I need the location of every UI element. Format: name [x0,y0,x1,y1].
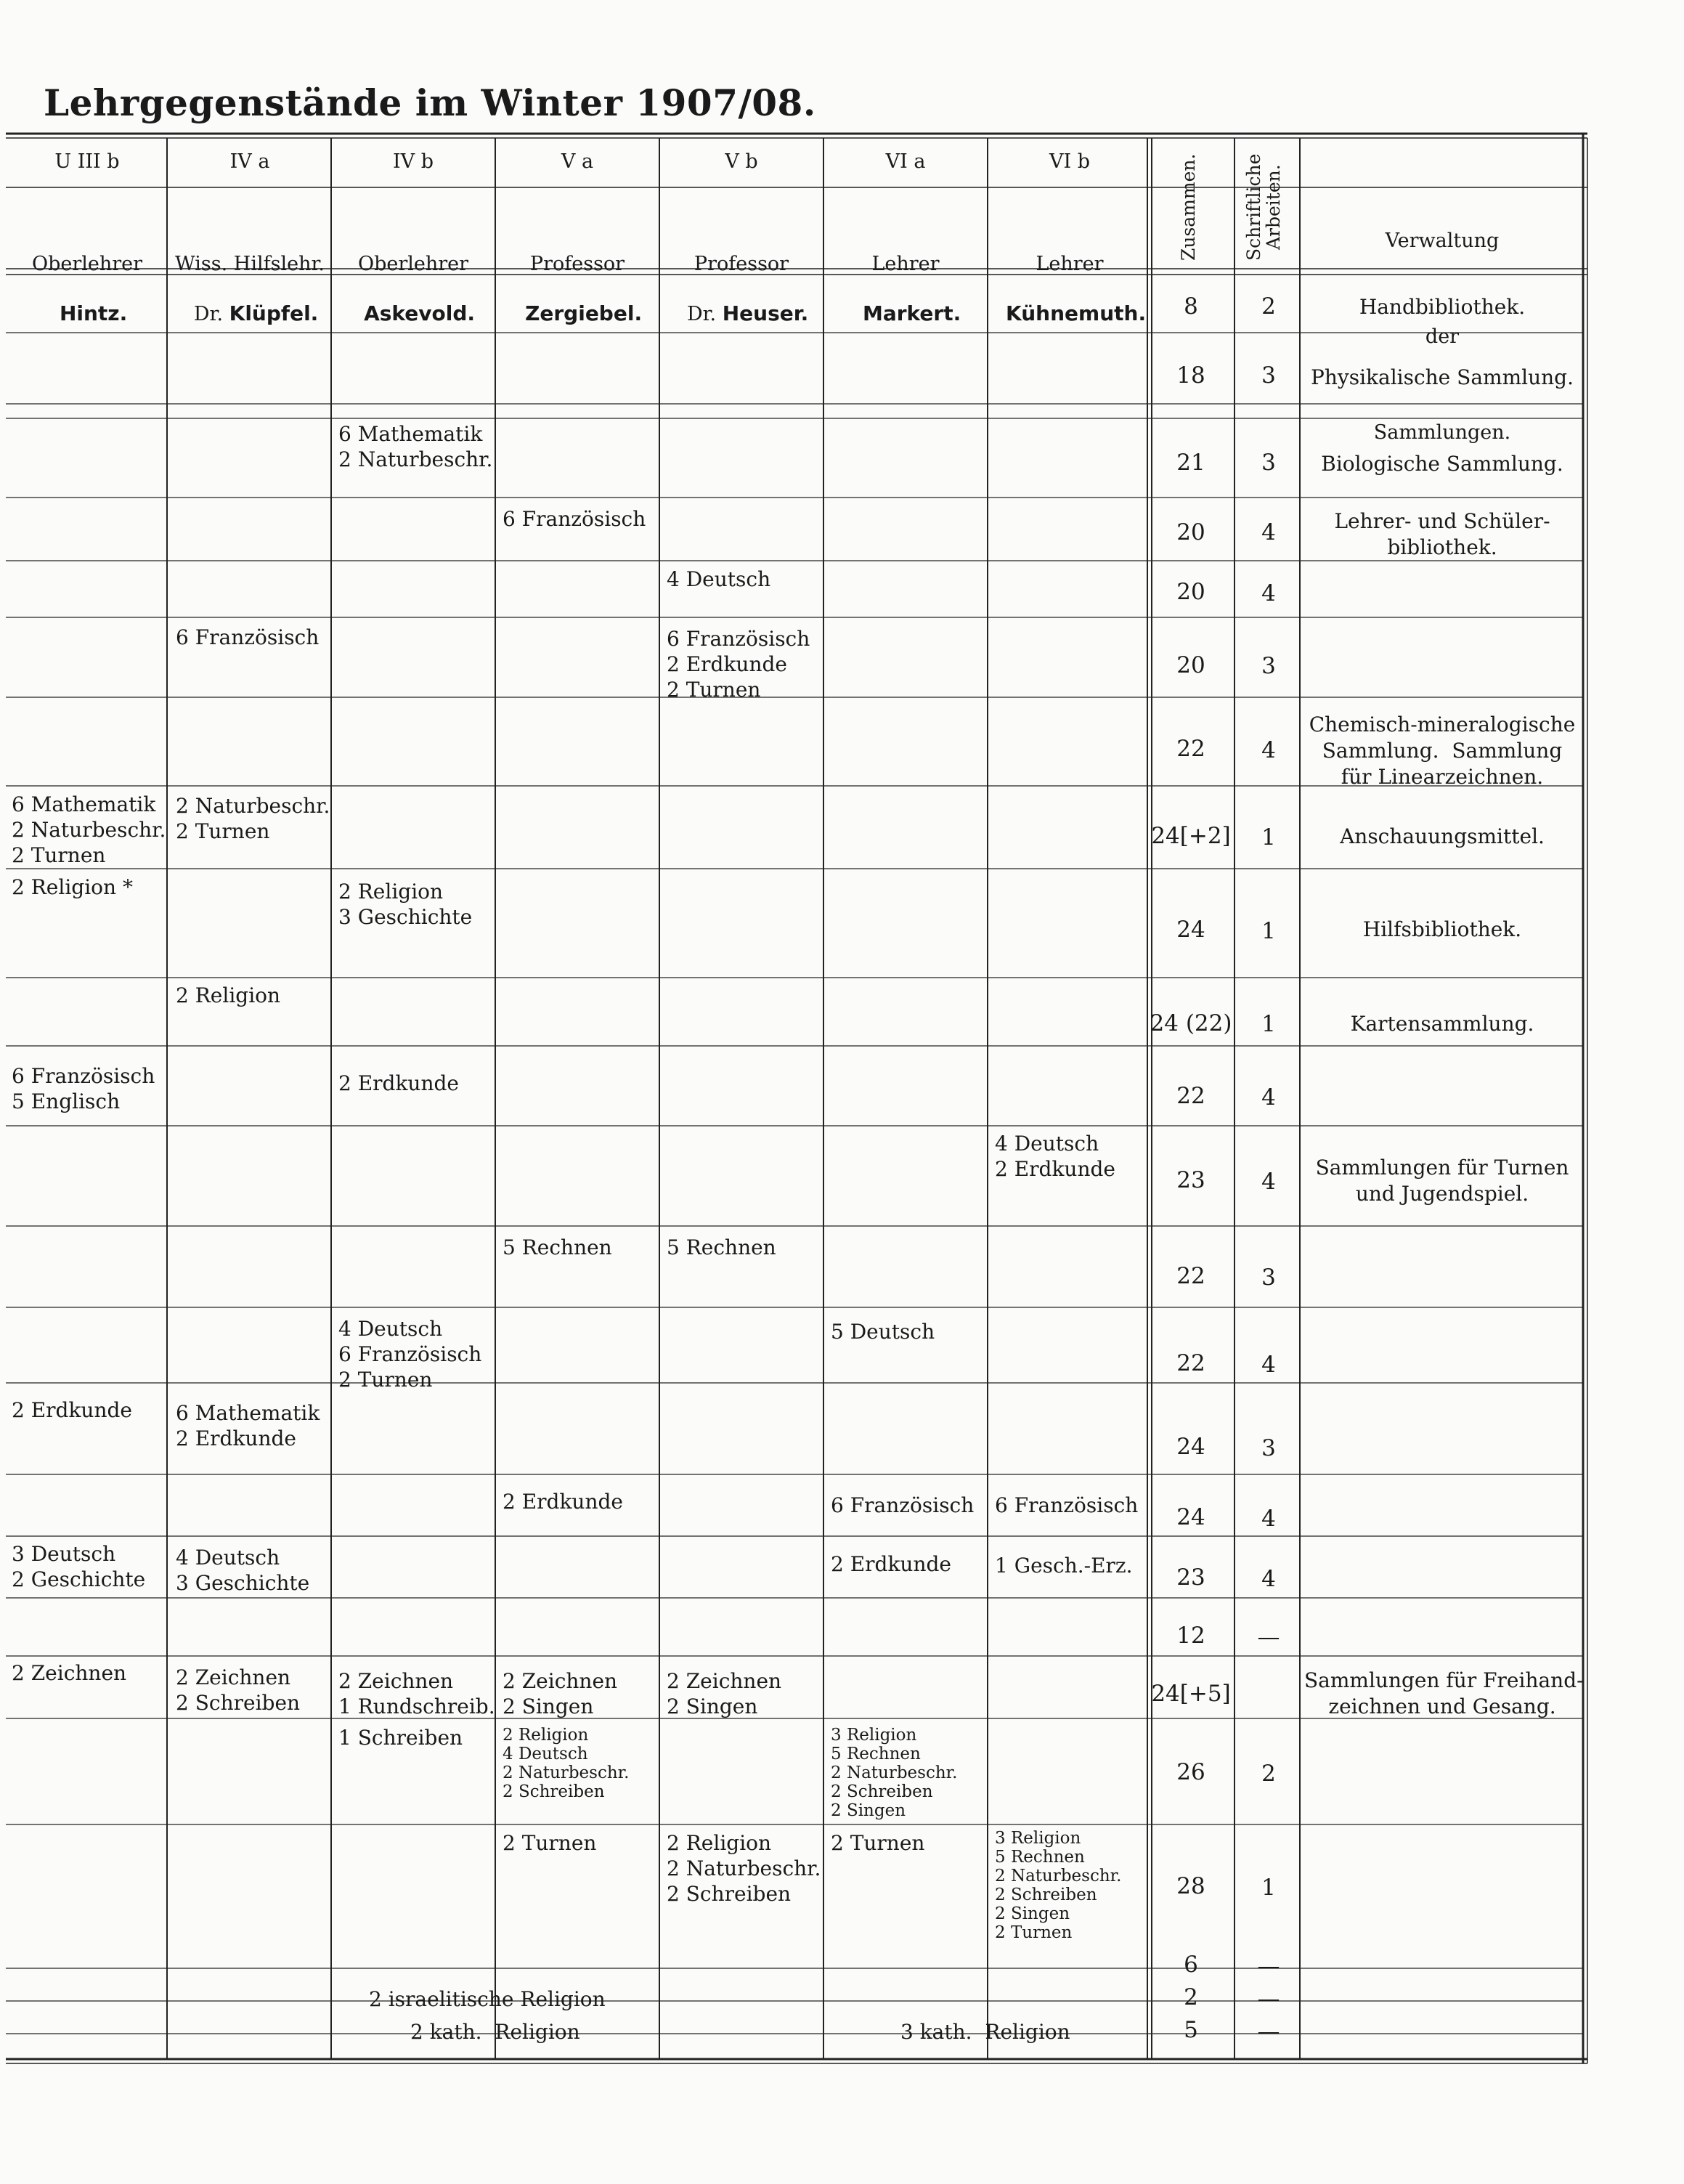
teacher-header: Oberlehrer Hintz. [31,253,143,325]
subject-cell: 2 israelitische Religion [369,1987,606,2011]
subject-cell: 2 Erdkunde [338,1071,459,1095]
teacher-header: Professor Dr. Heuser. [686,253,809,325]
written-value: — [1257,1624,1280,1650]
teacher-header: Lehrer Markert. [862,253,961,325]
subject-cell: 2 Religion 3 Geschichte [338,880,473,929]
subject-cell: 3 Deutsch 2 Geschichte [12,1542,146,1591]
total-value: 23 [1176,1167,1205,1193]
subject-cell: 2 Religion [176,983,281,1007]
written-value: 1 [1261,918,1276,944]
subject-cell: 5 Rechnen [667,1235,776,1259]
total-value: 26 [1176,1759,1205,1785]
class-header: V a [561,150,594,173]
subject-cell: 2 Naturbeschr. 2 Turnen [176,794,330,843]
total-value: 24 [1176,917,1205,943]
total-value: 2 [1184,1984,1198,2010]
subject-cell: 2 Zeichnen 1 Rundschreib. [338,1669,495,1718]
total-value: 24[+2] [1151,823,1231,849]
written-value: 4 [1261,1566,1276,1592]
subject-cell: 6 Französisch 5 Englisch [12,1064,155,1113]
subject-cell: 5 Rechnen [503,1235,612,1259]
subject-cell: 6 Französisch [995,1493,1139,1517]
total-value: 5 [1184,2017,1198,2043]
collection-cell: Sammlungen für Turnen und Jugendspiel. [1315,1156,1569,1206]
total-value: 12 [1176,1623,1205,1649]
total-value: 21 [1176,450,1205,476]
written-column-header: Schriftliche Arbeiten. [1243,153,1284,261]
subject-cell: 2 Religion 2 Naturbeschr. 2 Schreiben [667,1831,821,1906]
teacher-header: Oberlehrer Askevold. [357,253,476,325]
subject-cell: 4 Deutsch 6 Französisch 2 Turnen [338,1317,482,1392]
class-header: V b [725,150,758,173]
collection-cell: Kartensammlung. [1350,1012,1534,1036]
collection-cell: Handbibliothek. [1359,295,1526,319]
class-header: IV a [229,150,270,173]
subject-cell: 3 kath. Religion [900,2020,1070,2044]
collection-cell: Lehrer- und Schüler- bibliothek. [1334,509,1550,559]
written-value: 3 [1261,450,1276,476]
collection-cell: Chemisch-mineralogische Sammlung. Sammlung für Linearzeichnen. [1309,713,1576,789]
written-value: — [1257,1986,1280,2012]
collection-cell: Physikalische Sammlung. [1311,365,1574,389]
written-value: 3 [1261,653,1276,679]
written-value: 4 [1261,737,1276,763]
total-value: 20 [1176,579,1205,605]
class-header: VI b [1049,150,1091,173]
total-value: 22 [1176,1263,1205,1289]
teacher-header: Professor Zergiebel. [525,253,643,325]
subject-cell: 6 Mathematik 2 Naturbeschr. 2 Turnen [12,792,166,867]
total-value: 24 [1176,1434,1205,1460]
total-value: 22 [1176,736,1205,762]
total-value: 6 [1184,1952,1198,1978]
total-value: 18 [1176,362,1205,389]
total-value: 24 [1176,1504,1205,1530]
subject-cell: 1 Schreiben [338,1726,463,1750]
collection-cell: Hilfsbibliothek. [1362,917,1522,941]
total-value: 22 [1176,1350,1205,1376]
page-title: Lehrgegenstände im Winter 1907/08. [44,81,816,124]
subject-cell: 2 Erdkunde [831,1552,951,1576]
subject-cell: 2 Zeichnen [12,1661,127,1685]
admin-column-header: Verwaltung der Sammlungen. [1373,230,1511,444]
collection-cell: Anschauungsmittel. [1340,824,1545,848]
subject-cell: 2 Erdkunde [12,1398,132,1422]
subject-cell: 4 Deutsch 3 Geschichte [176,1546,310,1595]
subject-cell: 6 Mathematik 2 Naturbeschr. [338,422,493,471]
total-value: 22 [1176,1083,1205,1109]
written-value: 4 [1261,1352,1276,1378]
subject-cell: 2 Religion * [12,875,133,899]
written-value: 1 [1261,1875,1276,1901]
class-header: VI a [885,150,926,173]
teacher-header: Lehrer Kühnemuth. [1006,253,1147,325]
total-value: 20 [1176,519,1205,545]
written-value: 3 [1261,362,1276,389]
subject-cell: 6 Französisch 2 Erdkunde 2 Turnen [667,627,810,702]
subject-cell: 2 kath. Religion [410,2020,580,2044]
subject-cell: 2 Turnen [831,1831,925,1855]
written-value: 4 [1261,1084,1276,1111]
total-value: 23 [1176,1564,1205,1591]
total-value: 20 [1176,652,1205,678]
subject-cell: 3 Religion 5 Rechnen 2 Naturbeschr. 2 Schreiben 2 Singen [831,1726,958,1820]
written-value: 1 [1261,824,1276,851]
subject-cell: 6 Französisch [503,507,646,531]
written-value: — [1257,2018,1280,2045]
collection-cell: Biologische Sammlung. [1321,452,1563,476]
subject-cell: 2 Turnen [503,1831,597,1855]
class-header: IV b [392,150,434,173]
class-header: U III b [54,150,120,173]
subject-cell: 2 Religion 4 Deutsch 2 Naturbeschr. 2 Schreiben [503,1726,630,1801]
written-value: 2 [1261,293,1276,320]
written-value: 2 [1261,1761,1276,1787]
subject-cell: 6 Mathematik 2 Erdkunde [176,1401,320,1450]
total-value: 28 [1176,1873,1205,1899]
subject-cell: 2 Zeichnen 2 Schreiben [176,1665,301,1715]
subject-cell: 6 Französisch [831,1493,975,1517]
subject-cell: 3 Religion 5 Rechnen 2 Naturbeschr. 2 Schreiben 2 Singen 2 Turnen [995,1829,1122,1942]
subject-cell: 4 Deutsch [667,567,771,591]
total-value: 24 (22) [1150,1010,1232,1036]
written-value: 4 [1261,580,1276,606]
subject-cell: 1 Gesch.-Erz. [995,1554,1133,1578]
subject-cell: 2 Zeichnen 2 Singen [667,1669,782,1718]
collection-cell: Sammlungen für Freihand- zeichnen und Gesang. [1304,1668,1584,1718]
written-value: 1 [1261,1011,1276,1037]
written-value: — [1257,1953,1280,1979]
written-value: 4 [1261,519,1276,545]
written-value: 4 [1261,1169,1276,1195]
teacher-header: Wiss. Hilfslehr. Dr. Klüpfel. [175,253,325,325]
total-value: 8 [1184,293,1198,320]
subject-cell: 6 Französisch [176,625,320,649]
subject-cell: 2 Zeichnen 2 Singen [503,1669,618,1718]
written-value: 3 [1261,1435,1276,1461]
subject-cell: 4 Deutsch 2 Erdkunde [995,1132,1115,1181]
subject-cell: 2 Erdkunde [503,1490,623,1514]
written-value: 4 [1261,1506,1276,1532]
total-value: 24[+5] [1151,1681,1231,1707]
written-value: 3 [1261,1264,1276,1291]
total-column-header: Zusammen. [1178,153,1199,261]
subject-cell: 5 Deutsch [831,1320,935,1344]
